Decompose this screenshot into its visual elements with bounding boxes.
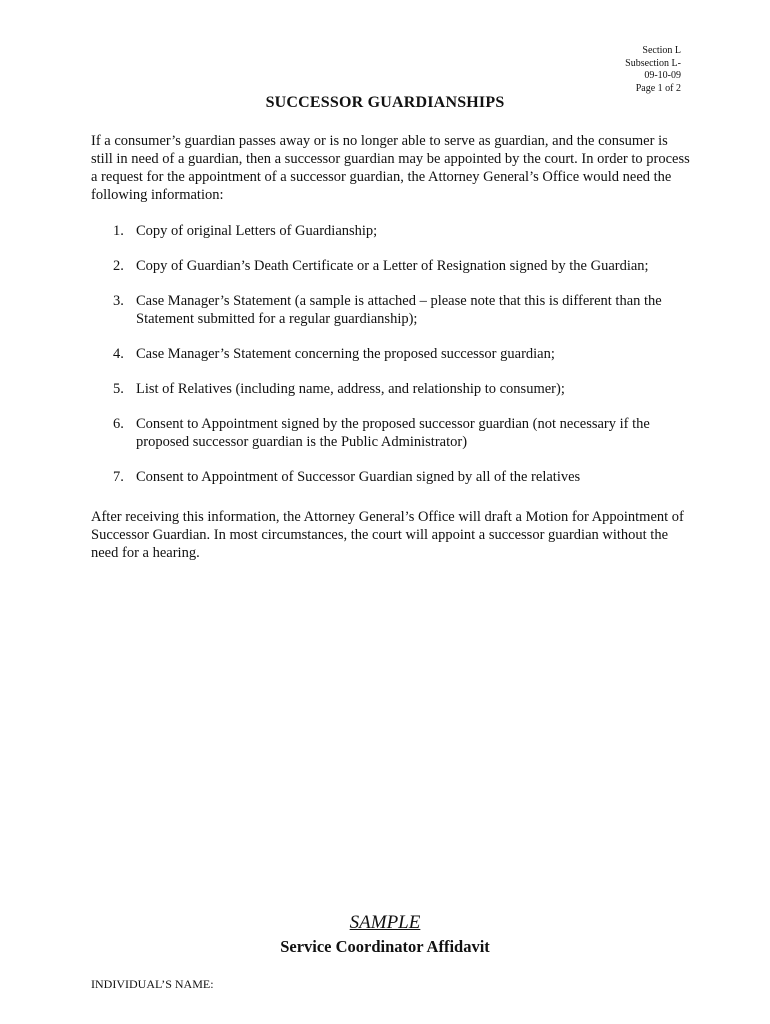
- list-item-number: 2.: [113, 258, 124, 274]
- affidavit-title: Service Coordinator Affidavit: [280, 937, 490, 956]
- list-item-number: 7.: [113, 469, 124, 485]
- sample-heading: SAMPLE: [349, 912, 421, 933]
- list-item-text: Consent to Appointment signed by the proposed successor guardian (not necessary if the proposed successor guardian is the Public Administrator): [136, 416, 650, 450]
- requirements-list: [91, 222, 691, 503]
- list-item-number: 4.: [113, 346, 124, 362]
- list-item: [91, 468, 691, 486]
- list-item-text: List of Relatives (including name, address, and relationship to consumer);: [136, 381, 565, 397]
- date-label: 09-10-09: [644, 70, 681, 81]
- list-item-text: Copy of Guardian’s Death Certificate or a Letter of Resignation signed by the Guardian;: [136, 258, 649, 274]
- list-item-number: 1.: [113, 223, 124, 239]
- list-item: [91, 222, 691, 240]
- list-item-number: 5.: [113, 381, 124, 397]
- list-item-number: 6.: [113, 416, 124, 432]
- section-header: [625, 45, 681, 95]
- list-item: [91, 292, 691, 328]
- page-title: SUCCESSOR GUARDIANSHIPS: [265, 94, 505, 111]
- section-label: Section L: [642, 45, 681, 56]
- closing-paragraph: After receiving this information, the Attorney General’s Office will draft a Motion for Appointment of Successor Guardian. In most circumstances, the court will appoint a successor guardian without the need for a hearing.: [91, 509, 684, 561]
- list-item: [91, 345, 691, 363]
- list-item-text: Case Manager’s Statement concerning the proposed successor guardian;: [136, 346, 555, 362]
- list-item-text: Consent to Appointment of Successor Guardian signed by all of the relatives: [136, 469, 581, 485]
- list-item: [91, 415, 691, 451]
- list-item: [91, 380, 691, 398]
- page-number: Page 1 of 2: [635, 82, 681, 94]
- list-item-text: Case Manager’s Statement (a sample is attached – please note that this is different than the Statement submitted for a regular guardianship);: [136, 293, 662, 327]
- individual-name-label: INDIVIDUAL’S NAME:: [91, 977, 214, 991]
- subsection-label: Subsection L-: [625, 57, 681, 69]
- list-item-number: 3.: [113, 293, 124, 309]
- list-item: [91, 257, 691, 275]
- list-item-text: Copy of original Letters of Guardianship;: [136, 223, 378, 239]
- intro-paragraph: If a consumer’s guardian passes away or is no longer able to serve as guardian, and the consumer is still in need of a guardian, then a successor guardian may be appointed by the court. In order to process a request for the appointment of a successor guardian, the Attorney General’s Office would need the following information:: [91, 133, 690, 203]
